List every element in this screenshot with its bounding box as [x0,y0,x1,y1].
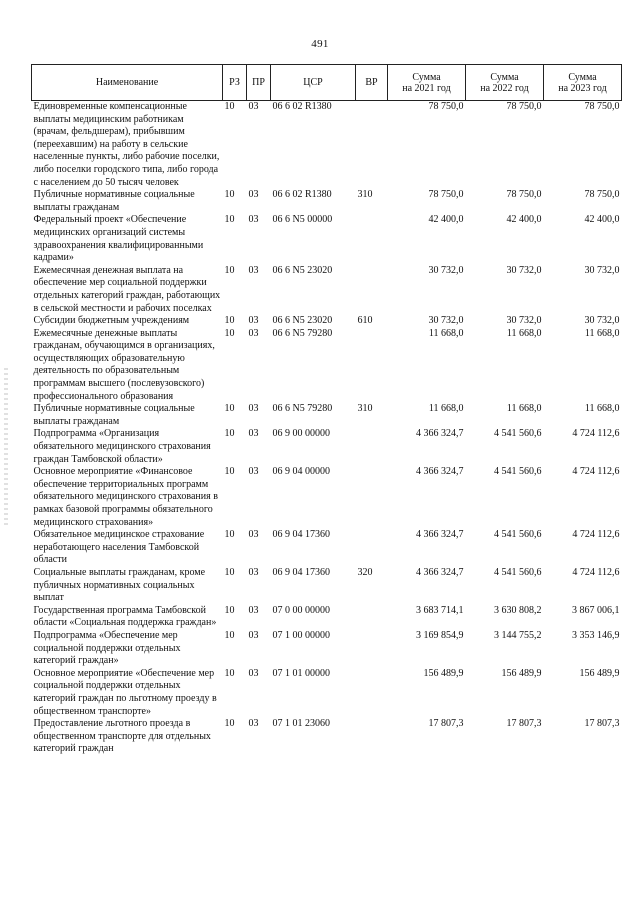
row-name: Публичные нормативные социальные выплаты гражданам [33,403,195,427]
row-pr: 03 [248,315,259,327]
row-rz: 10 [224,529,235,541]
row-sum-2021: 42 400,0 [428,214,464,226]
row-sum-2021: 78 750,0 [428,189,464,201]
row-sum-2023: 4 724 112,6 [572,466,620,478]
scan-margin-mark [4,368,8,528]
table-row [32,718,622,756]
row-sum-2021: 30 732,0 [428,315,464,327]
row-csr: 07 0 00 00000 [272,604,330,616]
row-vr [356,529,388,567]
row-csr: 06 9 04 17360 [272,529,330,541]
header-sum-2021-line1: Сумма [412,71,441,83]
row-sum-2022: 11 668,0 [506,403,542,415]
row-rz: 10 [224,629,235,641]
row-pr: 03 [248,667,259,679]
row-rz: 10 [224,264,235,276]
row-sum-2023: 4 724 112,6 [572,529,620,541]
row-sum-2021: 156 489,9 [423,667,464,679]
table-row [32,529,622,567]
row-csr: 06 6 N5 00000 [272,214,333,226]
header-name: Наименование [32,65,223,101]
row-name: Государственная программа Тамбовской области «Социальная поддержка граждан» [33,604,217,629]
row-vr [356,328,388,404]
row-pr: 03 [248,428,259,440]
row-sum-2022: 3 144 755,2 [494,629,542,641]
row-sum-2022: 78 750,0 [506,189,542,201]
table-header [32,65,622,101]
header-sum-2023 [544,65,622,101]
row-csr: 07 1 00 00000 [272,629,330,641]
row-rz: 10 [224,189,235,201]
row-sum-2021: 78 750,0 [428,101,464,112]
table-row [32,315,622,328]
header-row [32,65,622,101]
row-csr: 06 6 02 R1380 [272,189,332,201]
row-sum-2023: 11 668,0 [584,327,620,339]
row-sum-2023: 17 807,3 [584,718,620,730]
row-sum-2021: 4 366 324,7 [416,566,464,578]
row-sum-2023: 11 668,0 [584,403,620,415]
row-sum-2022: 3 630 808,2 [494,604,542,616]
row-sum-2022: 4 541 560,6 [494,529,542,541]
row-pr: 03 [248,327,259,339]
row-name: Обязательное медицинское страхование неработающего населения Тамбовской области [33,529,205,566]
row-pr: 03 [248,718,259,730]
row-sum-2022: 78 750,0 [506,101,542,112]
row-vr [356,605,388,630]
header-sum-2021-line2: на 2021 год [402,82,451,94]
row-name: Ежемесячная денежная выплата на обеспечение мер социальной поддержки отдельных категорий граждан, работающих в сельской местности и рабочих поселках [33,264,221,314]
row-rz: 10 [224,466,235,478]
header-sum-2022-line2: на 2022 год [480,82,529,94]
header-csr: ЦСР [271,65,356,101]
row-rz: 10 [224,403,235,415]
row-pr: 03 [248,529,259,541]
row-sum-2022: 156 489,9 [501,667,542,679]
row-vr [356,101,388,190]
row-name: Основное мероприятие «Обеспечение мер социальной поддержки отдельных категорий граждан по льготному проезду в общественном транспорте» [33,667,217,717]
row-name: Предоставление льготного проезда в общественном транспорте для отдельных категорий граждан [33,718,211,755]
row-csr: 06 6 N5 23020 [272,315,333,327]
row-vr: 610 [357,315,373,327]
table-row [32,189,622,214]
row-rz: 10 [224,214,235,226]
row-name: Субсидии бюджетным учреждениям [33,315,190,327]
header-sum-2021 [388,65,466,101]
row-pr: 03 [248,403,259,415]
row-rz: 10 [224,604,235,616]
row-sum-2023: 78 750,0 [584,189,620,201]
header-sum-2023-line1: Сумма [568,71,597,83]
table-row [32,214,622,264]
row-sum-2022: 4 541 560,6 [494,428,542,440]
table-row [32,605,622,630]
row-sum-2022: 4 541 560,6 [494,566,542,578]
table-row [32,403,622,428]
row-sum-2021: 3 683 714,1 [416,604,464,616]
row-sum-2023: 30 732,0 [584,315,620,327]
row-rz: 10 [224,327,235,339]
row-vr [356,466,388,529]
row-pr: 03 [248,604,259,616]
row-sum-2023: 3 867 006,1 [572,604,620,616]
row-name: Основное мероприятие «Финансовое обеспечение территориальных программ обязательного медицинского страхования в рамках базовой программы обязательного медицинского страхования» [33,466,218,528]
row-sum-2022: 30 732,0 [506,264,542,276]
row-csr: 06 6 N5 23020 [272,264,333,276]
row-csr: 06 9 04 17360 [272,566,330,578]
table-row [32,567,622,605]
row-sum-2022: 17 807,3 [506,718,542,730]
row-sum-2022: 4 541 560,6 [494,466,542,478]
row-sum-2023: 156 489,9 [579,667,620,679]
header-vr: ВР [356,65,388,101]
row-rz: 10 [224,101,235,112]
row-pr: 03 [248,214,259,226]
row-rz: 10 [224,428,235,440]
header-pr: ПР [247,65,271,101]
table-row [32,328,622,404]
row-sum-2021: 17 807,3 [428,718,464,730]
row-sum-2022: 42 400,0 [506,214,542,226]
row-pr: 03 [248,629,259,641]
row-rz: 10 [224,718,235,730]
row-rz: 10 [224,315,235,327]
row-sum-2023: 78 750,0 [584,101,620,112]
header-sum-2022 [466,65,544,101]
row-sum-2023: 30 732,0 [584,264,620,276]
row-sum-2022: 30 732,0 [506,315,542,327]
table-row [32,630,622,668]
row-pr: 03 [248,466,259,478]
row-sum-2021: 4 366 324,7 [416,529,464,541]
row-vr: 310 [357,189,373,201]
row-name: Единовременные компенсационные выплаты медицинским работникам (врачам, фельдшерам), прибывшим (переехавшим) на работу в сельские населенные пункты, либо рабочие поселки, либо поселки городского типа, либо города с населением до 50 тысяч человек [33,101,220,188]
row-vr: 320 [357,566,373,578]
row-pr: 03 [248,264,259,276]
row-sum-2021: 3 169 854,9 [416,629,464,641]
header-sum-2022-line1: Сумма [490,71,519,83]
row-vr [356,630,388,668]
table-row [32,466,622,529]
row-csr: 07 1 01 00000 [272,667,330,679]
table-body [32,101,622,756]
budget-table [31,64,622,756]
row-vr: 310 [357,403,373,415]
row-name: Ежемесячные денежные выплаты гражданам, обучающимся в организациях, осуществляющих образовательную деятельность по образовательным программам высшего (послевузовского) профессионального образования [33,327,215,402]
row-vr [356,265,388,315]
row-csr: 06 9 00 00000 [272,428,330,440]
row-vr [356,718,388,756]
row-name: Социальные выплаты гражданам, кроме публичных нормативных социальных выплат [33,566,206,604]
row-vr [356,428,388,466]
page-number: 491 [311,38,329,50]
row-csr: 06 6 N5 79280 [272,403,333,415]
row-rz: 10 [224,566,235,578]
row-vr [356,668,388,718]
row-csr: 07 1 01 23060 [272,718,330,730]
row-sum-2023: 4 724 112,6 [572,566,620,578]
row-rz: 10 [224,667,235,679]
row-sum-2021: 4 366 324,7 [416,428,464,440]
header-rz: РЗ [223,65,247,101]
row-sum-2023: 4 724 112,6 [572,428,620,440]
row-sum-2021: 11 668,0 [428,403,464,415]
table-row [32,265,622,315]
row-csr: 06 9 04 00000 [272,466,330,478]
row-vr [356,214,388,264]
row-sum-2021: 30 732,0 [428,264,464,276]
row-sum-2021: 11 668,0 [428,327,464,339]
row-sum-2021: 4 366 324,7 [416,466,464,478]
table-row [32,668,622,718]
row-name: Подпрограмма «Обеспечение мер социальной поддержки отдельных категорий граждан» [33,629,181,667]
row-name: Федеральный проект «Обеспечение медицинских организаций системы здравоохранения квалифицированными кадрами» [33,214,204,264]
row-sum-2023: 42 400,0 [584,214,620,226]
row-sum-2022: 11 668,0 [506,327,542,339]
row-sum-2023: 3 353 146,9 [572,629,620,641]
table-row [32,101,622,190]
row-csr: 06 6 02 R1380 [272,101,332,112]
row-pr: 03 [248,566,259,578]
row-name: Публичные нормативные социальные выплаты гражданам [33,189,195,213]
row-pr: 03 [248,189,259,201]
table-row [32,428,622,466]
row-pr: 03 [248,101,259,112]
row-name: Подпрограмма «Организация обязательного медицинского страхования граждан Тамбовской области» [33,428,211,465]
header-sum-2023-line2: на 2023 год [558,82,607,94]
row-csr: 06 6 N5 79280 [272,327,333,339]
